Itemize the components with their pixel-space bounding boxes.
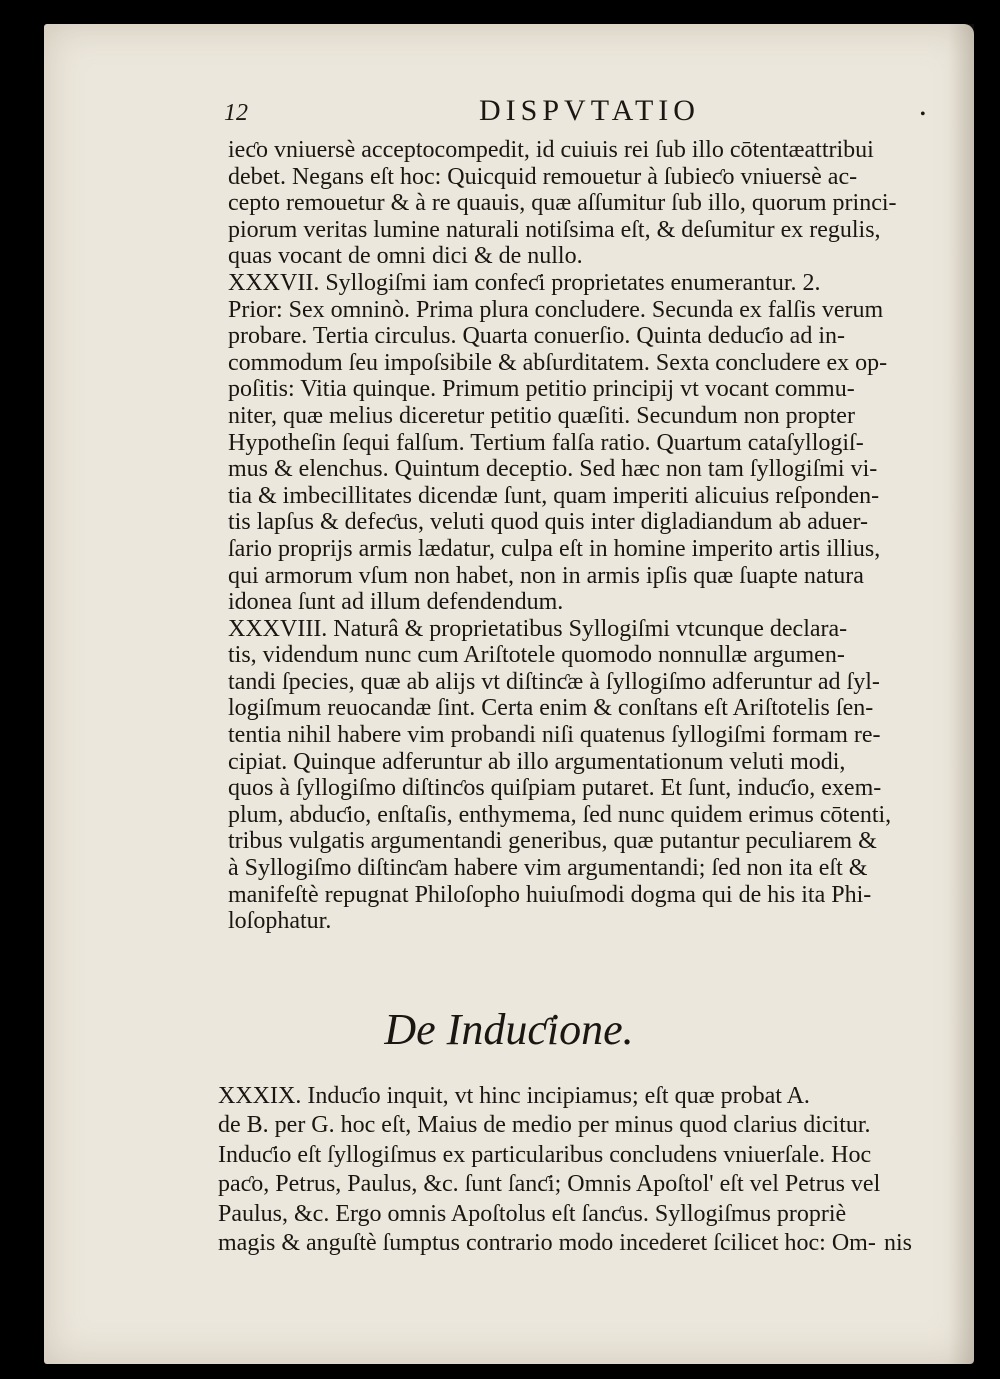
text-line: tribus vulgatis argumentandi generibus, quæ putantur peculiarem & (228, 828, 877, 855)
text-line: XXXVII. Syllogiſmi iam confeƈi proprietates enumerantur. 2. (228, 269, 821, 296)
second-text-block (218, 1082, 958, 1258)
text-line: XXXVIII. Naturâ & proprietatibus Syllogiſmi vtcunque declara- (228, 615, 848, 642)
text-line: magis & anguſtè ſumptus contrario modo incederet ſcilicet hoc: Om- (218, 1230, 876, 1257)
text-line: tis, videndum nunc cum Ariſtotele quomodo nonnullæ argumen- (228, 642, 845, 669)
text-line: Induƈio eſt ſyllogiſmus ex particularibus concludens vniuerſale. Hoc (218, 1141, 872, 1168)
text-line: à Syllogiſmo diſtinƈam habere vim argumentandi; ſed non ita eſt & (228, 855, 868, 882)
page-header (224, 94, 944, 134)
text-line: tis lapſus & defeƈus, veluti quod quis inter digladiandum ab aduer- (228, 509, 869, 536)
text-line: paƈo, Petrus, Paulus, &c. ſunt ſanƈi; Omnis Apoſtol' eſt vel Petrus vel (218, 1171, 881, 1198)
text-line: cipiat. Quinque adferuntur ab illo argumentationum veluti modi, (228, 748, 846, 775)
running-title: DISPVTATIO (479, 94, 700, 127)
text-line: qui armorum vſum non habet, non in armis ipſis quæ ſuapte natura (228, 562, 864, 589)
text-line: debet. Negans eſt hoc: Quicquid remouetur à ſubieƈo vniuersè ac- (228, 163, 858, 190)
text-line: ſario proprijs armis lædatur, culpa eſt in homine imperito artis illius, (228, 535, 881, 562)
text-line: Paulus, &c. Ergo omnis Apoſtolus eſt ſanƈus. Syllogiſmus propriè (218, 1200, 847, 1227)
text-line: poſitis: Vitia quinque. Primum petitio principij vt vocant commu- (228, 376, 855, 403)
page-number: 12 (224, 100, 248, 126)
main-text-block (228, 137, 958, 935)
text-line: piorum veritas lumine naturali notiſsima eſt, & deſumitur ex regulis, (228, 216, 881, 243)
text-line: Hypotheſin ſequi falſum. Tertium falſa ratio. Quartum cataſyllogiſ- (228, 429, 864, 456)
text-line: loſophatur. (228, 908, 332, 935)
text-line: commodum ſeu impoſsibile & abſurditatem. Sexta concludere ex op- (228, 349, 888, 376)
text-line: mus & elenchus. Quintum deceptio. Sed hæc non tam ſyllogiſmi vi- (228, 456, 878, 483)
section-heading: De Induƈione. (384, 1005, 634, 1054)
text-line: logiſmum reuocandæ ſint. Certa enim & conſtans eſt Ariſtotelis ſen- (228, 695, 874, 722)
text-line: probare. Tertia circulus. Quarta conuerſio. Quinta deduƈio ad in- (228, 323, 845, 350)
text-line: quas vocant de omni dici & de nullo. (228, 243, 583, 270)
book-page (44, 24, 974, 1364)
text-line: de B. per G. hoc eſt, Maius de medio per minus quod clarius dicitur. (218, 1112, 871, 1139)
text-line: niter, quæ melius diceretur petitio quæſiti. Secundum non propter (228, 402, 855, 429)
text-line: quos à ſyllogiſmo diſtinƈos quiſpiam putaret. Et ſunt, induƈio, exem- (228, 775, 882, 802)
text-line: tentia nihil habere vim probandi niſi quatenus ſyllogiſmi formam re- (228, 722, 881, 749)
text-line: tia & imbecillitates dicendæ ſunt, quam imperiti alicuius reſponden- (228, 482, 880, 509)
text-line: tandi ſpecies, quæ ab alijs vt diſtinƈæ à ſyllogiſmo adferuntur ad ſyl- (228, 668, 880, 695)
text-line: XXXIX. Induƈio inquit, vt hinc incipiamus; eſt quæ probat A. (218, 1083, 810, 1109)
text-line: ieƈo vniuersè acceptocompedit, id cuiuis rei ſub illo cōtentæattribui (228, 137, 874, 163)
catchword: nis (883, 1230, 912, 1256)
text-line: Prior: Sex omninò. Prima plura concludere. Secunda ex falſis verum (228, 296, 884, 323)
text-line: cepto remouetur & à re quauis, quæ aſſumitur ſub illo, quorum princi- (228, 190, 897, 217)
header-mark: • (920, 106, 926, 123)
text-line: manifeſtè repugnat Philoſopho huiuſmodi dogma qui de his ita Phi- (228, 881, 872, 908)
text-line: plum, abduƈio, enſtaſis, enthymema, ſed nunc quidem erimus cōtenti, (228, 801, 892, 828)
text-line: idonea ſunt ad illum defendendum. (228, 589, 564, 616)
